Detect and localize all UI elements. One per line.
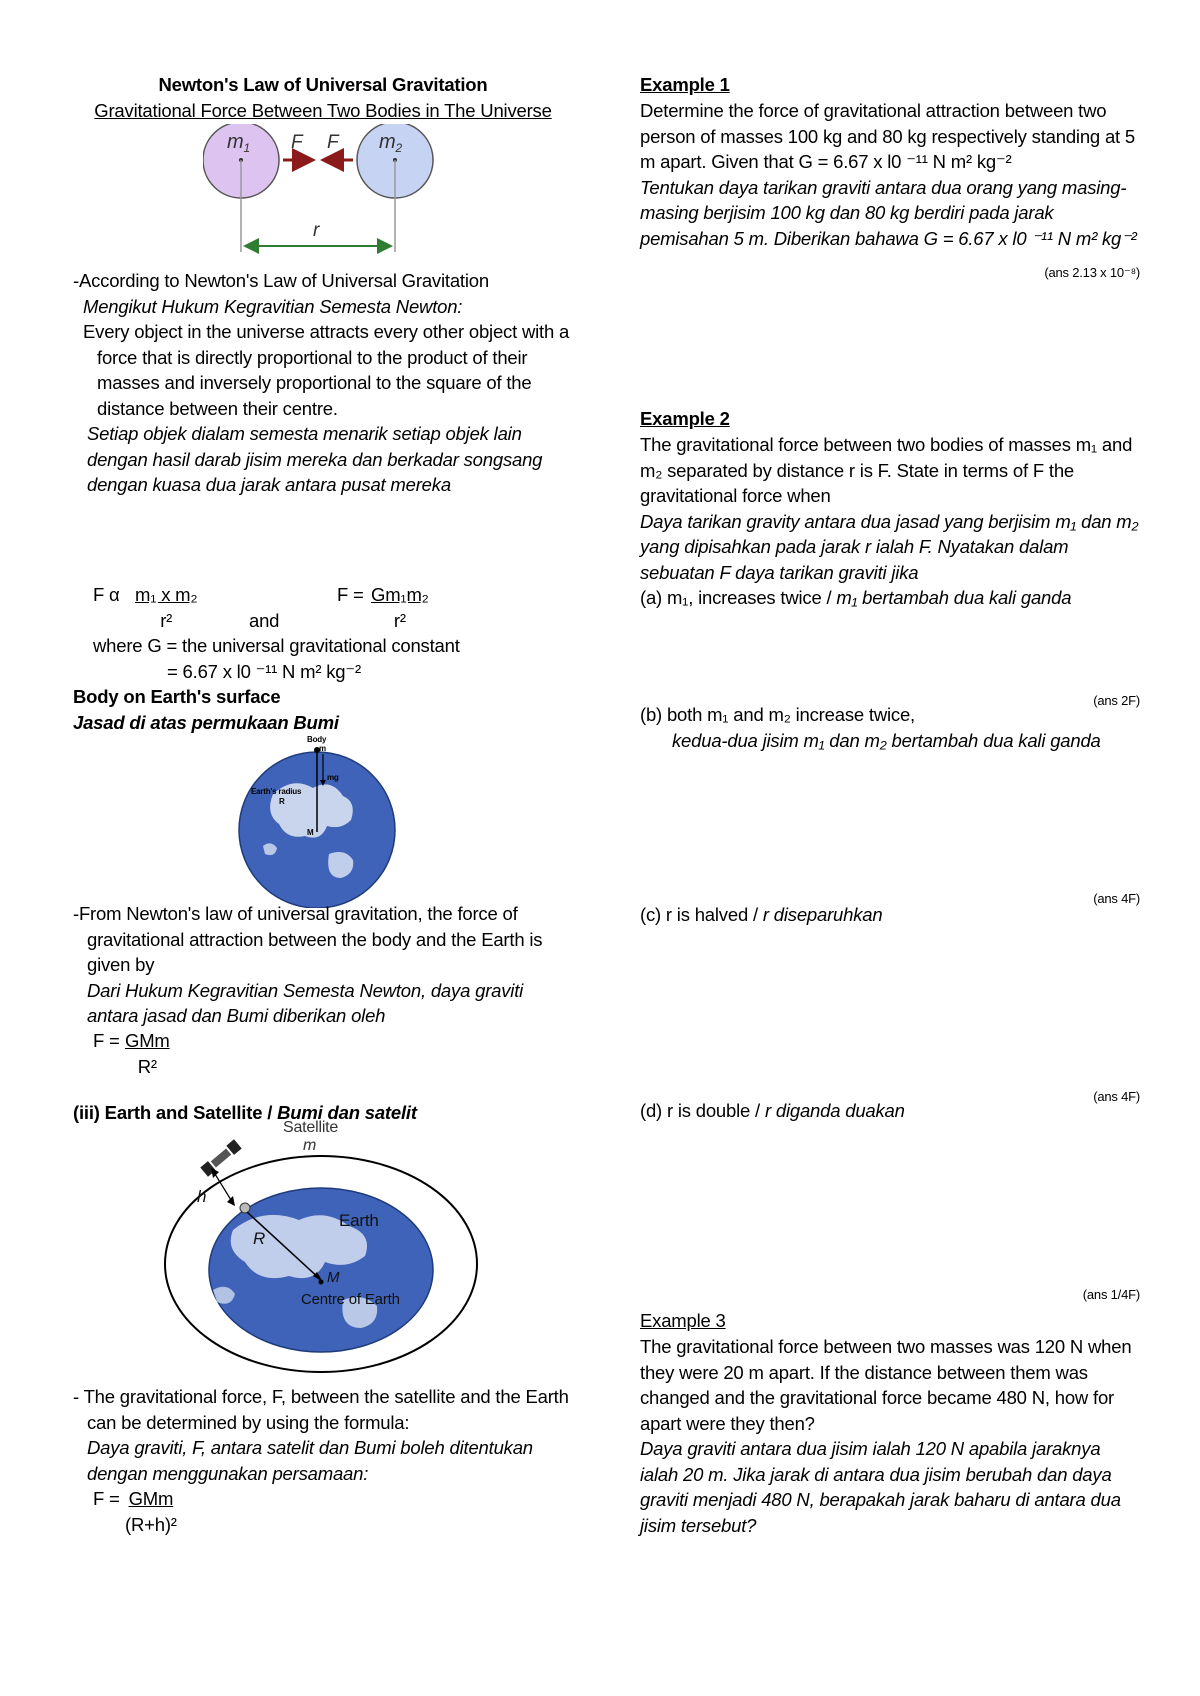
satellite-formula-fraction <box>125 1486 177 1537</box>
satellite-svg <box>153 1120 483 1374</box>
earth-text-en: -From Newton's law of universal gravitation, the force of gravitational attraction between the body and the Earth is given by <box>73 903 543 975</box>
globe-label-R: R <box>279 797 285 806</box>
globe-label-M: M <box>307 828 314 837</box>
formula-proportional-lhs: F α <box>93 584 120 605</box>
example-3-title: Example 3 <box>640 1310 726 1331</box>
two-bodies-diagram <box>203 124 533 254</box>
law-intro-ms: Mengikut Hukum Kegravitian Semesta Newton: <box>83 295 463 317</box>
law-intro-en: -According to Newton's Law of Universal Gravitation <box>73 270 489 291</box>
example-2-a-ms: m₁ bertambah dua kali ganda <box>836 587 1072 608</box>
globe-label-m: m <box>319 744 326 753</box>
earth-formula-num: GMm <box>125 1030 170 1051</box>
example-1-ms: Tentukan daya tarikan graviti antara dua orang yang masing-masing berjisim 100 kg dan 80 kg berdiri pada jarak pemisahan 5 m. Diberikan bahawa G = 6.67 x l0 ⁻¹¹ N m² kg⁻² <box>640 176 1137 249</box>
example-1-body <box>640 98 1140 251</box>
force-label-left: F <box>291 132 303 153</box>
distance-label: r <box>313 220 320 241</box>
example-2-b <box>640 702 1140 753</box>
law-text-ms: Setiap objek dialam semesta menarik setiap objek lain dengan hasil darab jisim mereka dan berkadar songsang dengan kuasa dua jarak antara pusat mereka <box>87 423 543 495</box>
earth-label: Earth <box>339 1211 379 1230</box>
satellite-text <box>73 1384 573 1486</box>
earth-heading-en: Body on Earth's surface <box>73 686 281 707</box>
example-2-b-answer: (ans 4F) <box>1093 891 1140 906</box>
satellite-heading-ms: Bumi dan satelit <box>277 1102 417 1123</box>
earth-formula-fraction <box>125 1028 170 1079</box>
earth-text-ms: Dari Hukum Kegravitian Semesta Newton, daya graviti antara jasad dan Bumi diberikan oleh <box>87 979 524 1026</box>
earth-formula <box>73 1028 573 1080</box>
example-2-c-ms: r diseparuhkan <box>762 904 883 925</box>
satellite-text-en: - The gravitational force, F, between the satellite and the Earth can be determined by using the formula: <box>73 1386 569 1433</box>
example-2-b-en: (b) both m₁ and m₂ increase twice, <box>640 704 915 725</box>
example-2-en: The gravitational force between two bodies of masses m₁ and m₂ separated by distance r is F. State in terms of F the gravitational force when <box>640 434 1133 506</box>
example-2-c <box>640 902 1140 928</box>
earth-formula-lhs: F = <box>93 1030 120 1051</box>
satellite-heading-en: (iii) Earth and Satellite / <box>73 1102 273 1123</box>
earth-heading-ms: Jasad di atas permukaan Bumi <box>73 712 339 733</box>
earth-mass-label: M <box>327 1269 340 1286</box>
example-2-d-ms: r diganda duakan <box>764 1100 905 1121</box>
satellite-label: Satellite <box>283 1120 339 1136</box>
formula-and: and <box>249 610 280 631</box>
earth-body-svg <box>233 734 403 908</box>
example-3-ms: Daya graviti antara dua jisim ialah 120 N apabila jaraknya ialah 20 m. Jika jarak di antara dua jisim berubah dan daya graviti menjadi 480 N, berapakah jarak baharu di antara dua jisim tersebut? <box>640 1438 1121 1536</box>
m2-sub: 2 <box>395 141 402 155</box>
satellite-formula-num: GMm <box>128 1488 174 1509</box>
m1-sub: 1 <box>243 141 250 155</box>
height-label: h <box>197 1187 207 1206</box>
two-bodies-svg <box>203 124 533 254</box>
example-2-title: Example 2 <box>640 408 730 429</box>
constant-definition <box>73 633 573 684</box>
example-2-c-answer: (ans 4F) <box>1093 1089 1140 1104</box>
example-2-b-ms: kedua-dua jisim m₁ dan m₂ bertambah dua kali ganda <box>672 729 1101 751</box>
formula-proportional-fraction <box>135 582 197 633</box>
formula-proportional-den: r² <box>160 609 173 631</box>
globe-label-radius: Earth's radius <box>251 787 302 796</box>
globe-label-mg: mg <box>327 773 339 782</box>
example-2-c-en: (c) r is halved / <box>640 904 758 925</box>
earth-formula-den: R² <box>137 1055 157 1077</box>
formula-equation-num: Gm₁m₂ <box>371 584 429 605</box>
formula-equation-fraction <box>371 582 429 633</box>
force-label-right: F <box>327 132 339 153</box>
example-2-a <box>640 585 1140 611</box>
law-intro <box>73 268 573 498</box>
example-1-title: Example 1 <box>640 74 730 95</box>
centre-label: Centre of Earth <box>301 1291 400 1308</box>
g-value: = 6.67 x l0 ⁻¹¹ N m² kg⁻² <box>167 660 361 682</box>
formula-proportional-num: m₁ x m₂ <box>135 584 198 605</box>
where-line: where G = the universal gravitational constant <box>93 635 460 656</box>
satellite-mass-label: m <box>303 1137 317 1154</box>
example-2-d-en: (d) r is double / <box>640 1100 760 1121</box>
m1-label: m <box>227 131 244 153</box>
formula-equation-lhs: F = <box>337 584 364 605</box>
globe-label-body: Body <box>307 735 327 744</box>
satellite-text-ms: Daya graviti, F, antara satelit dan Bumi boleh ditentukan dengan menggunakan persamaan: <box>87 1437 533 1484</box>
example-2-d-answer: (ans 1/4F) <box>1082 1287 1140 1302</box>
radius-label: R <box>253 1229 266 1248</box>
page-subtitle: Gravitational Force Between Two Bodies in The Universe <box>94 100 552 121</box>
satellite-icon <box>200 1139 241 1176</box>
satellite-formula-den: (R+h)² <box>125 1513 177 1535</box>
law-text-en: Every object in the universe attracts every other object with a force that is directly proportional to the product of their masses and inversely proportional to the square of the distance between their centre. <box>83 321 570 419</box>
example-1-answer: (ans 2.13 x 10⁻⁸) <box>1044 265 1140 280</box>
satellite-diagram <box>153 1120 483 1374</box>
example-2-a-en: (a) m₁, increases twice / <box>640 587 832 608</box>
example-2-ms: Daya tarikan gravity antara dua jasad yang berjisim m₁ dan m₂ yang dipisahkan pada jarak r ialah F. Nyatakan dalam sebuatan F daya tarikan graviti jika <box>640 510 1139 583</box>
example-2-body <box>640 432 1140 611</box>
example-3-en: The gravitational force between two masses was 120 N when they were 20 m apart. If the distance between them was changed and the gravitational force became 480 N, how for apart were they then? <box>640 1336 1132 1434</box>
page-title: Newton's Law of Universal Gravitation <box>158 74 488 95</box>
example-3-body <box>640 1334 1140 1538</box>
earth-text <box>73 901 573 1029</box>
formula-equation-den: r² <box>393 609 406 631</box>
earth-body-diagram <box>233 734 403 908</box>
example-1-en: Determine the force of gravitational attraction between two person of masses 100 kg and 80 kg respectively standing at 5 m apart. Given that G = 6.67 x l0 ⁻¹¹ N m² kg⁻² <box>640 100 1135 172</box>
satellite-formula-lhs: F = <box>93 1488 120 1509</box>
satellite-formula <box>73 1486 573 1538</box>
example-2-d <box>640 1098 1140 1124</box>
m2-label: m <box>379 131 396 153</box>
example-2-a-answer: (ans 2F) <box>1093 693 1140 708</box>
